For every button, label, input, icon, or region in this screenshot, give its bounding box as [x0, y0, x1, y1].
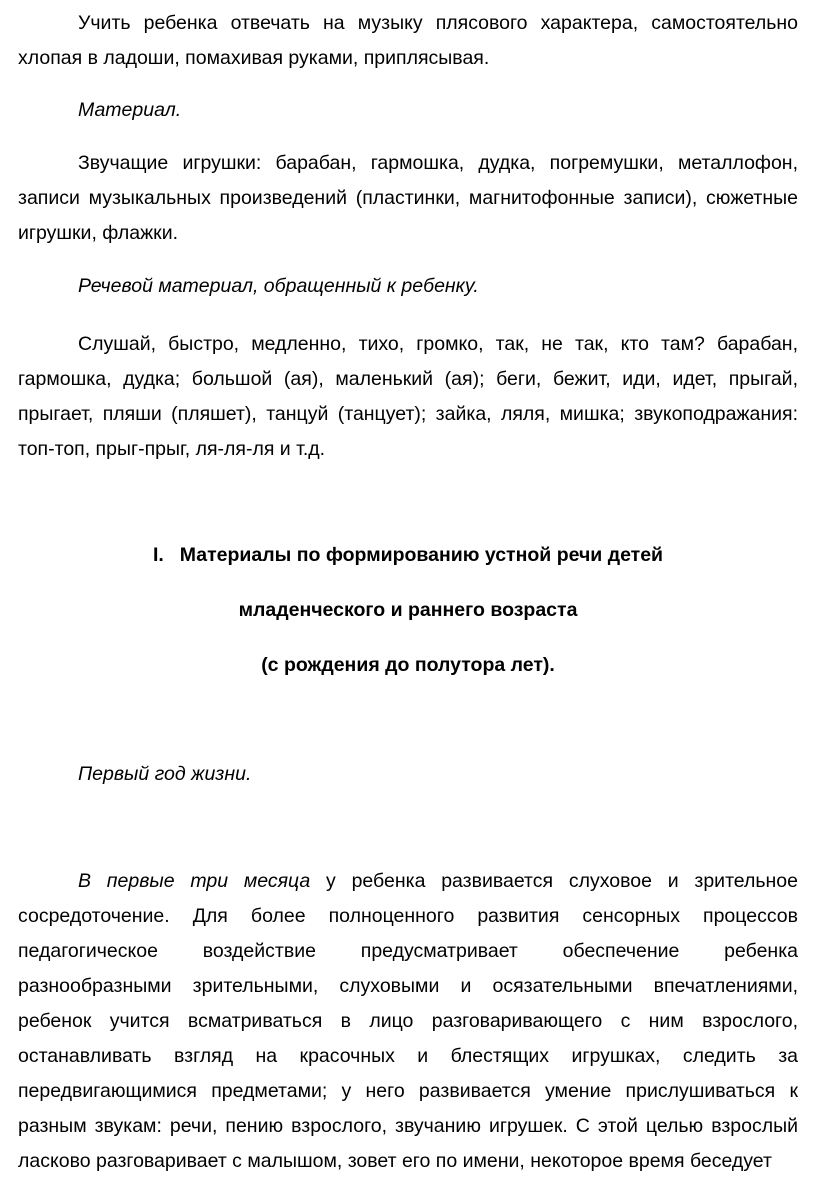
- paragraph-emphasis: В первые три месяца: [78, 870, 311, 892]
- section-title-line-3: (с рождения до полутора лет).: [261, 654, 555, 676]
- paragraph-dance-music: Учить ребенка отвечать на музыку плясового характера, самостоятельно хлопая в ладоши, помахивая руками, приплясывая.: [18, 12, 798, 69]
- paragraph-speech-words: Слушай, быстро, медленно, тихо, громко, так, не так, кто там? барабан, гармошка, дудка; большой (ая), маленький (ая); беги, бежит, иди, идет, прыгай, прыгает, пляши (пляшет), танцуй (танцует); зайка, ляля, мишка; звукоподражания: топ-топ, прыг-прыг, ля-ля-ля и т.д.: [18, 333, 798, 460]
- section-title-line-2: младенческого и раннего возраста: [238, 599, 578, 621]
- section-heading-line-1: [18, 538, 798, 573]
- paragraph-first-three-months: [18, 864, 798, 1179]
- paragraph-toys: Звучащие игрушки: барабан, гармошка, дудка, погремушки, металлофон, записи музыкальных произведений (пластинки, магнитофонные записи), сюжетные игрушки, флажки.: [18, 152, 798, 244]
- section-title-line-1: Материалы по формированию устной речи детей: [179, 544, 664, 566]
- section-number: I.: [152, 544, 164, 566]
- label-first-year: Первый год жизни.: [78, 763, 252, 785]
- label-material: Материал.: [78, 99, 182, 121]
- label-speech-material: Речевой материал, обращенный к ребенку.: [78, 275, 479, 297]
- paragraph-body: у ребенка развивается слуховое и зрительное сосредоточение. Для более полноценного развития сенсорных процессов педагогическое воздействие предусматривает обеспечение ребенка разнообразными зрительными, слуховыми и осязательными впечатлениями, ребенок учится всматриваться в лицо разговаривающего с ним взрослого, останавливать взгляд на красочных и блестящих игрушках, следить за передвигающимися предметами; у него развивается умение прислушиваться к разным звукам: речи, пению взрослого, звучанию игрушек. С этой целью взрослый ласково разговаривает с малышом, зовет его по имени, некоторое время беседует: [18, 870, 798, 1172]
